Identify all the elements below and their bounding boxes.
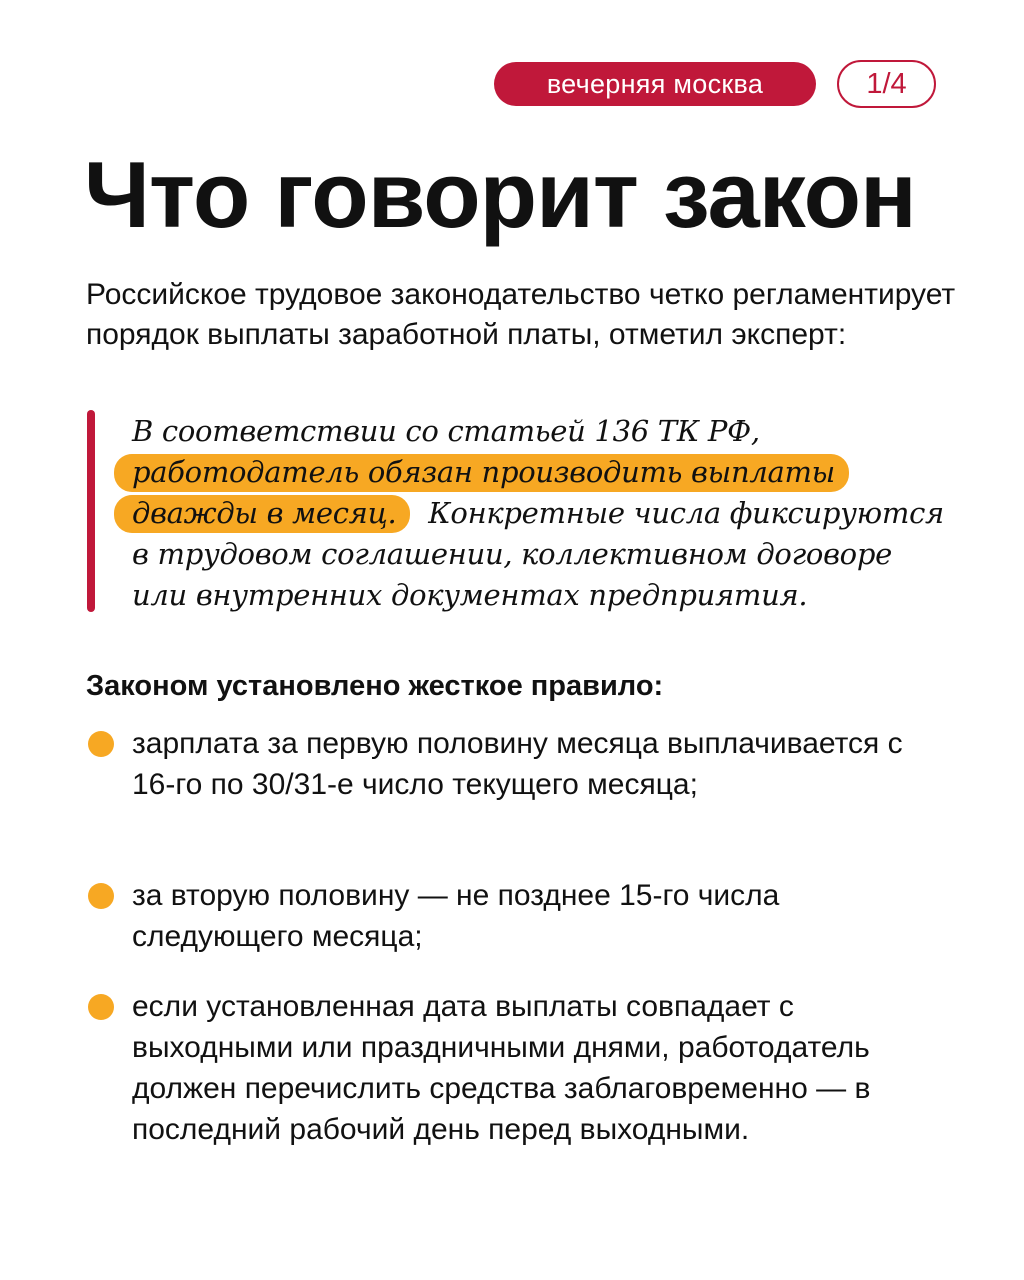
rule-list-item: за вторую половину — не позднее 15-го числа следующего месяца;: [132, 879, 780, 953]
page-title: Что говорит закон: [84, 142, 916, 247]
bullet-dot-icon: [88, 731, 114, 757]
rules-heading: Законом установлено жесткое правило:: [86, 670, 664, 702]
quote-line: или внутренних документах предприятия.: [132, 578, 808, 612]
quote-line: В соответствии со статьей 136 ТК РФ,: [132, 414, 760, 448]
quote-accent-bar: [87, 410, 95, 612]
expert-quote: [132, 411, 982, 616]
quote-highlight: работодатель обязан производить выплаты: [114, 454, 849, 492]
rule-list-item: зарплата за первую половину месяца выплачивается с 16-го по 30/31-е число текущего месяца;: [132, 727, 903, 801]
rule-list-item: если установленная дата выплаты совпадает с выходными или праздничными днями, работодатель должен перечислить средства заблаговременно — в последний рабочий день перед выходными.: [132, 990, 871, 1146]
page-indicator: 1/4: [837, 60, 936, 108]
quote-highlight: дважды в месяц.: [114, 495, 410, 533]
quote-line: [132, 452, 982, 493]
bullet-dot-icon: [88, 994, 114, 1020]
bullet-dot-icon: [88, 883, 114, 909]
quote-line: [132, 493, 982, 534]
quote-text: Конкретные числа фиксируются: [428, 496, 944, 530]
quote-line: в трудовом соглашении, коллективном договоре: [132, 537, 892, 571]
brand-badge: вечерняя москва: [494, 62, 816, 106]
intro-paragraph: Российское трудовое законодательство четко регламентирует порядок выплаты заработной платы, отметил эксперт:: [86, 278, 956, 351]
